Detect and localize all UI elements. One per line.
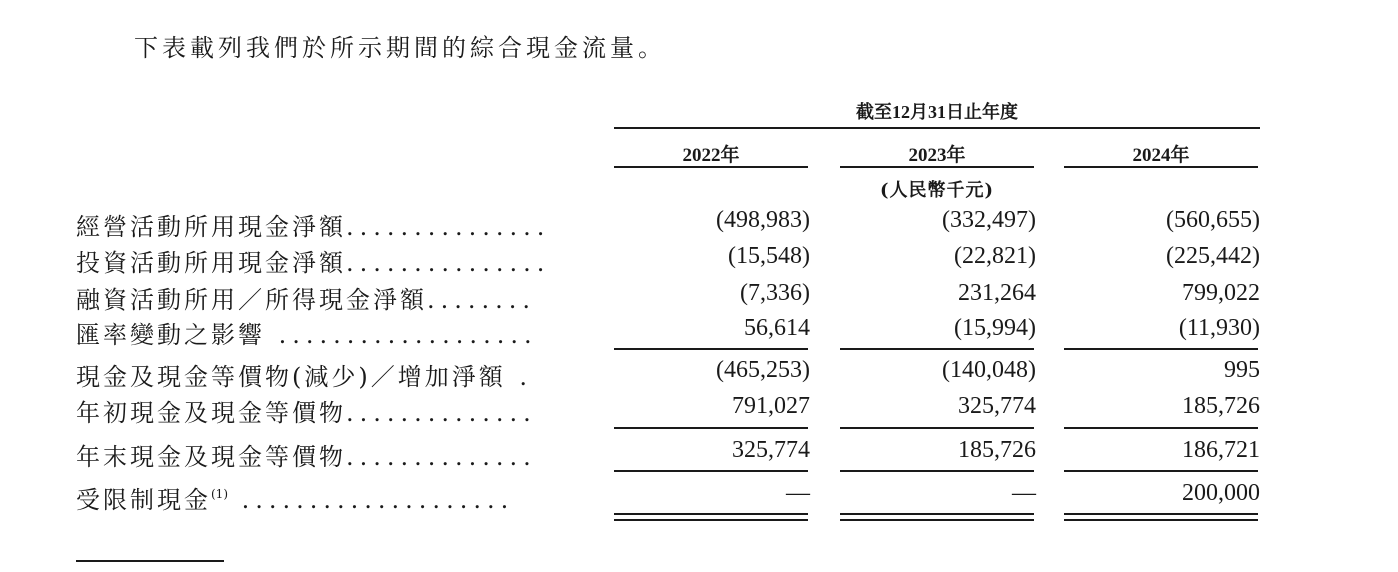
value-2024: (560,655): [1166, 207, 1260, 233]
value-2024: 995: [1224, 357, 1260, 383]
total-rule-2022: [614, 427, 808, 429]
row-label: 年初現金及現金等價物..............: [76, 399, 537, 427]
value-2022: (465,253): [716, 357, 810, 383]
value-2024: 200,000: [1182, 480, 1260, 506]
value-2023: (22,821): [954, 243, 1036, 269]
value-2022: (15,548): [728, 243, 810, 269]
period-header-rule: [614, 127, 1260, 129]
closing-rule-2022: [614, 470, 808, 472]
value-2023: (332,497): [942, 207, 1036, 233]
row-label: 經營活動所用現金淨額...............: [76, 213, 551, 241]
value-2022: (7,336): [740, 280, 810, 306]
double-rule-2022-bottom: [614, 519, 808, 521]
value-2022: (498,983): [716, 207, 810, 233]
period-header: 截至12月31日止年度: [856, 102, 1018, 122]
value-2022: —: [786, 480, 810, 506]
value-2023: 185,726: [958, 437, 1036, 463]
subtotal-rule-2023: [840, 348, 1034, 350]
year-header-2022: 2022年: [682, 145, 740, 166]
value-2023: 325,774: [958, 393, 1036, 419]
row-label: 投資活動所用現金淨額...............: [76, 249, 551, 277]
currency-unit: (人民幣千元): [879, 180, 995, 201]
year-rule-2024: [1064, 166, 1258, 168]
double-rule-2024-bottom: [1064, 519, 1258, 521]
double-rule-2023-bottom: [840, 519, 1034, 521]
double-rule-2022-top: [614, 513, 808, 515]
value-2024: 186,721: [1182, 437, 1260, 463]
total-rule-2023: [840, 427, 1034, 429]
year-rule-2023: [840, 166, 1034, 168]
year-header-2023: 2023年: [908, 145, 966, 166]
row-label: 現金及現金等價物(減少)／增加淨額 .: [76, 363, 533, 391]
double-rule-2024-top: [1064, 513, 1258, 515]
value-2023: (15,994): [954, 315, 1036, 341]
value-2024: (11,930): [1178, 315, 1260, 341]
value-2023: 231,264: [958, 280, 1036, 306]
value-2024: 185,726: [1182, 393, 1260, 419]
value-2022: 791,027: [732, 393, 810, 419]
value-2023: (140,048): [942, 357, 1036, 383]
year-rule-2022: [614, 166, 808, 168]
intro-sentence: 下表載列我們於所示期間的綜合現金流量。: [134, 34, 666, 62]
subtotal-rule-2024: [1064, 348, 1258, 350]
closing-rule-2023: [840, 470, 1034, 472]
row-label: 年末現金及現金等價物..............: [76, 443, 537, 471]
value-2022: 325,774: [732, 437, 810, 463]
value-2022: 56,614: [744, 315, 810, 341]
year-header-2024: 2024年: [1132, 145, 1190, 166]
value-2024: (225,442): [1166, 243, 1260, 269]
footnote-separator: [76, 560, 224, 562]
row-label: 受限制現金$^{(1)}$ ....................: [76, 486, 515, 514]
value-2024: 799,022: [1182, 280, 1260, 306]
total-rule-2024: [1064, 427, 1258, 429]
value-2023: —: [1012, 480, 1036, 506]
row-label: 融資活動所用／所得現金淨額........: [76, 286, 537, 314]
double-rule-2023-top: [840, 513, 1034, 515]
row-label: 匯率變動之影響 ...................: [76, 321, 538, 349]
subtotal-rule-2022: [614, 348, 808, 350]
closing-rule-2024: [1064, 470, 1258, 472]
footnote-marker: (1): [211, 487, 228, 501]
